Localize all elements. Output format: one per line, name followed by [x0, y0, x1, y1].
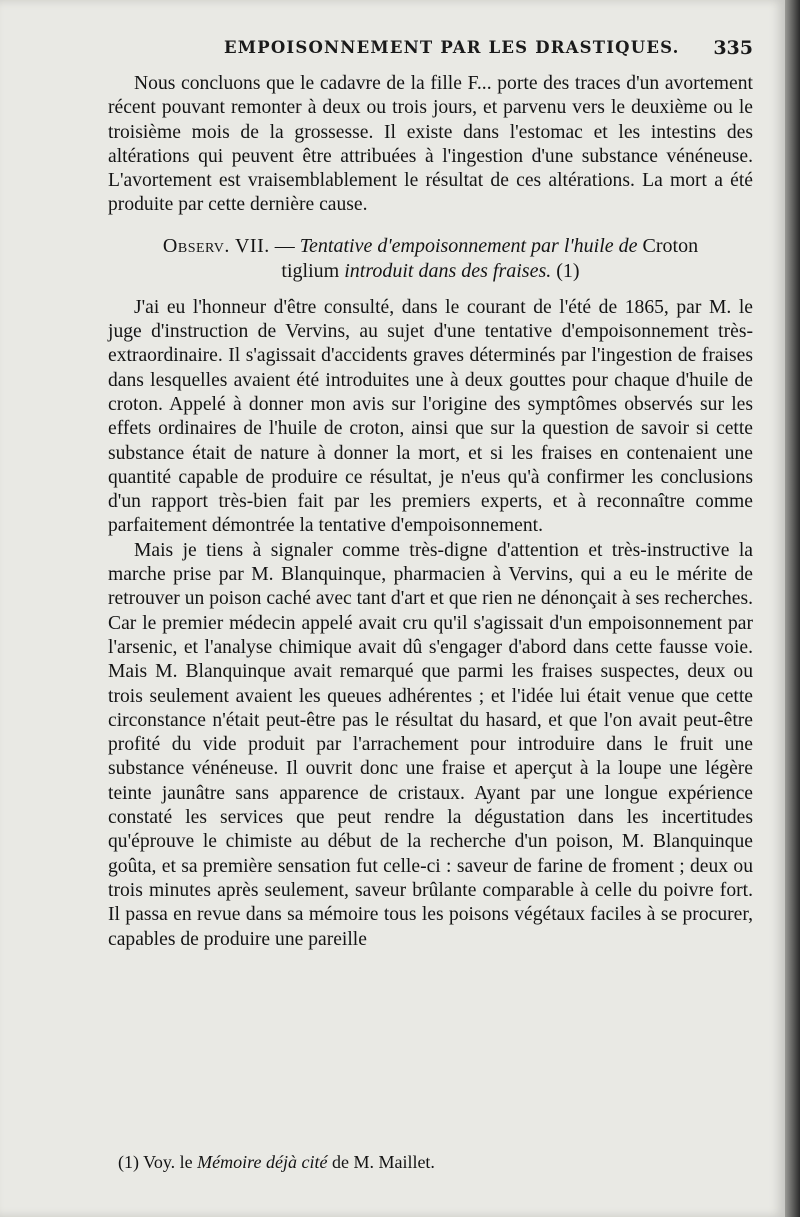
- observation-dash: —: [269, 234, 300, 257]
- observation-title-part-3: tiglium: [281, 259, 340, 282]
- page-body: [108, 72, 753, 952]
- observation-title-part-2: Croton: [637, 234, 699, 257]
- footnote-marker: (1) Voy. le: [118, 1152, 198, 1172]
- page-number: 335: [713, 37, 753, 59]
- running-title: EMPOISONNEMENT PAR LES DRASTIQUES.: [224, 38, 680, 57]
- observation-label: Observ. VII.: [162, 234, 270, 257]
- observation-title-part-4: introduit dans des fraises.: [339, 259, 552, 282]
- footnote: [118, 1152, 758, 1173]
- page-header: [108, 34, 753, 64]
- paragraph-conclusion: Nous concluons que le cadavre de la fille F... porte des traces d'un avortement récent pouvant remonter à deux ou trois jours, et parvenu vers le deuxième ou le troisième mois de la grossesse. Il existe dans l'estomac et les intestins des altérations qui peuvent être attribuées à l'ingestion d'une substance vénéneuse. L'avortement est vraisemblablement le résultat de ces altérations. La mort a été produite par cette dernière cause.: [108, 73, 753, 216]
- observation-footnote-ref: (1): [551, 259, 580, 282]
- footnote-rest: de M. Maillet.: [327, 1152, 435, 1172]
- page-edge-shadow: [785, 0, 800, 1217]
- footnote-italic: Mémoire déjà cité: [197, 1152, 328, 1172]
- observation-heading: [108, 234, 753, 284]
- paragraph-consultation: J'ai eu l'honneur d'être consulté, dans le courant de l'été de 1865, par M. le juge d'instruction de Vervins, au sujet d'une tentative d'empoisonnement très-extraordinaire. Il s'agissait d'accidents graves déterminés par l'ingestion de fraises dans lesquelles avaient été introduites une à deux gouttes pour chaque d'huile de croton. Appelé à donner mon avis sur l'origine des symptômes observés sur les effets ordinaires de l'huile de croton, ainsi que sur la question de savoir si cette substance était de nature à donner la mort, et si les fraises en contenaient une quantité capable de produire ce résultat, je n'eus qu'à confirmer les conclusions d'un rapport très-bien fait par les premiers experts, et à reconnaître comme parfaitement démontrée la tentative d'empoisonnement.: [108, 296, 753, 537]
- paragraph-blanquinque: Mais je tiens à signaler comme très-digne d'attention et très-instructive la marche prise par M. Blanquinque, pharmacien à Vervins, qui a eu le mérite de retrouver un poison caché avec tant d'art et que rien ne dénonçait à ses recherches. Car le premier médecin appelé avait cru qu'il s'agissait d'un empoisonnement par l'arsenic, et l'analyse chimique avait dû s'engager d'abord dans cette fausse voie. Mais M. Blanquinque avait remarqué que parmi les fraises suspectes, deux ou trois seulement avaient les queues adhérentes ; et l'idée lui était venue que cette circonstance n'était peut-être pas le résultat du hasard, et que l'on avait peut-être profité du vide produit par l'arrachement pour introduire dans le fruit une substance vénéneuse. Il ouvrit donc une fraise et aperçut à la loupe une légère teinte jaunâtre sans apparence de cristaux. Ayant par une longue expérience constaté les services que peut rendre la dégustation dans les incertitudes qu'éprouve le chimiste au début de la recherche d'un poison, M. Blanquinque goûta, et sa première sensation fut celle-ci : saveur de farine de froment ; deux ou trois minutes après seulement, saveur brûlante comparable à celle du poivre fort. Il passa en revue dans sa mémoire tous les poisons végétaux faciles à se procurer, capables de produire une pareille: [108, 539, 753, 950]
- observation-title-part-1: Tentative d'empoisonnement par l'huile de: [299, 234, 638, 257]
